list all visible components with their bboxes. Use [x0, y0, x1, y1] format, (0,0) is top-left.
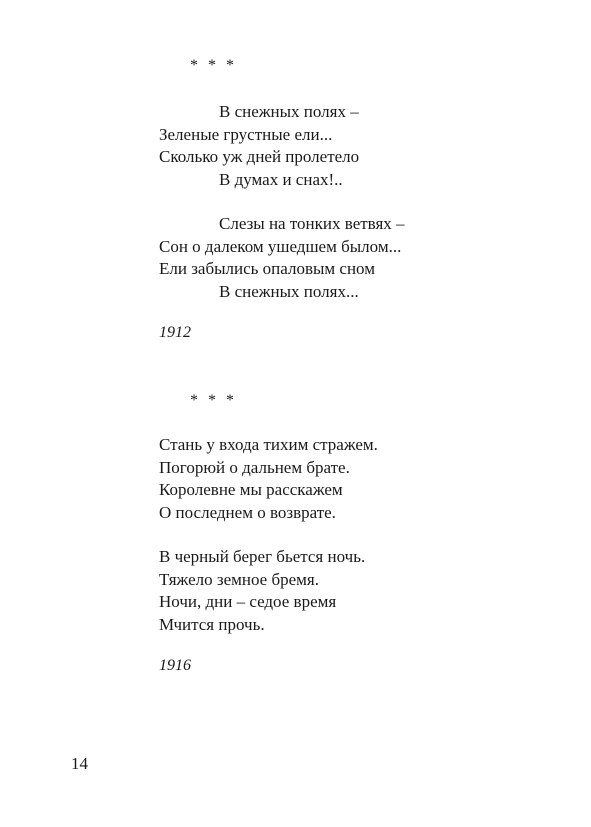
- verse-line: В черный берег бьется ночь.: [159, 547, 366, 566]
- verse-line: Ночи, дни – седое время: [159, 592, 337, 611]
- verse-line: Сон о далеком ушедшем былом...: [159, 236, 402, 256]
- stanza: [159, 101, 489, 191]
- page-number: 14: [71, 754, 88, 773]
- ornament-asterisks: * * *: [190, 392, 237, 409]
- ornament-asterisks: * * *: [190, 57, 237, 74]
- poem-year: 1916: [159, 657, 191, 674]
- verse-line: В думах и снах!..: [219, 169, 343, 189]
- verse-line: В снежных полях –: [219, 102, 359, 121]
- verse-line: Мчится прочь.: [159, 614, 265, 634]
- verse-line: Тяжело земное бремя.: [159, 569, 319, 589]
- stanza: [159, 213, 489, 303]
- verse-line: В снежных полях...: [219, 281, 359, 301]
- verse-line: Погорюй о дальнем брате.: [159, 457, 350, 477]
- poem-year: 1912: [159, 324, 191, 341]
- verse-line: О последнем о возврате.: [159, 502, 336, 522]
- verse-line: Ели забылись опаловым сном: [159, 259, 375, 278]
- verse-line: Зеленые грустные ели...: [159, 124, 333, 144]
- poem: [159, 57, 489, 343]
- stanza: [159, 546, 489, 636]
- stanza: [159, 434, 489, 524]
- verse-line: Стань у входа тихим стражем.: [159, 435, 378, 454]
- verse-line: Королевне мы расскажем: [159, 480, 343, 499]
- verse-line: Слезы на тонких ветвях –: [219, 214, 405, 233]
- verse-line: Сколько уж дней пролетело: [159, 147, 360, 166]
- poem: [159, 392, 489, 676]
